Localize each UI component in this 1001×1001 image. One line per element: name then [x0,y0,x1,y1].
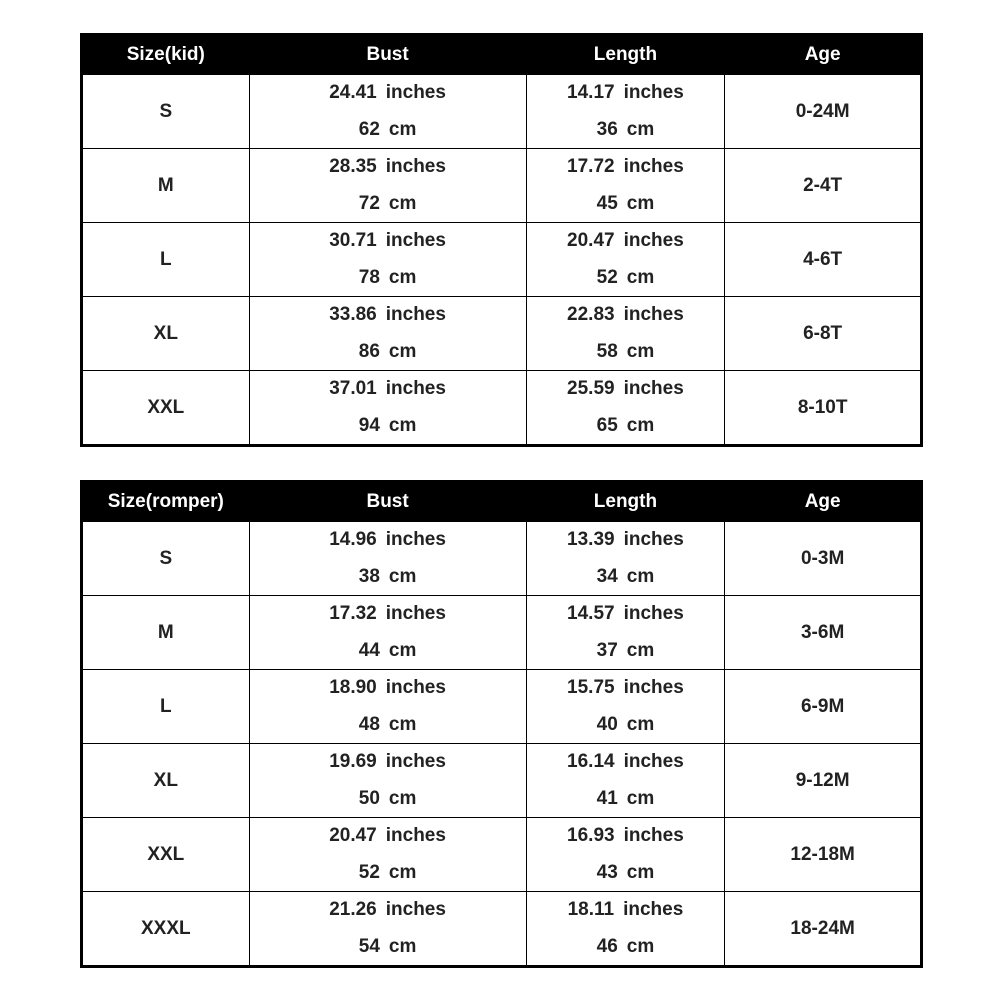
unit-cm: cm [388,639,417,661]
length-cm-value: 46 [596,935,618,957]
age-cell: 6-8T [725,297,922,371]
length-measurement [527,596,725,669]
length-cell [526,75,725,149]
header-row [82,35,922,75]
length-cm-line [527,408,725,444]
length-cell [526,744,725,818]
bust-inches-value: 24.41 [329,82,377,104]
unit-cm: cm [626,787,655,809]
bust-cm-line [250,929,526,965]
unit-inches: inches [385,378,446,400]
length-cm-value: 34 [596,565,618,587]
romper-table-body [82,522,922,967]
bust-cell [249,522,526,596]
bust-inches-value: 18.90 [329,677,377,699]
unit-cm: cm [626,935,655,957]
bust-cm-value: 78 [358,266,380,288]
bust-measurement [250,744,526,817]
table-row [82,297,922,371]
unit-inches: inches [385,82,446,104]
bust-inches-line [250,223,526,259]
bust-inches-line [250,297,526,333]
unit-inches: inches [623,825,684,847]
bust-cm-line [250,707,526,743]
bust-cell [249,596,526,670]
length-cm-value: 37 [596,639,618,661]
bust-cm-line [250,112,526,148]
table-row [82,75,922,149]
bust-inches-value: 28.35 [329,156,377,178]
length-inches-line [527,670,725,706]
bust-cm-value: 54 [358,935,380,957]
unit-inches: inches [623,603,684,625]
table-row [82,744,922,818]
length-measurement [527,522,725,595]
header-length: Length [526,35,725,75]
header-length: Length [526,482,725,522]
table-row [82,596,922,670]
unit-inches: inches [623,230,684,252]
bust-cell [249,670,526,744]
unit-cm: cm [388,713,417,735]
size-cell: XXXL [82,892,250,967]
unit-inches: inches [623,899,684,921]
bust-cm-value: 48 [358,713,380,735]
unit-inches: inches [623,378,684,400]
bust-inches-value: 30.71 [329,230,377,252]
bust-cell [249,371,526,446]
bust-inches-line [250,670,526,706]
length-measurement [527,670,725,743]
age-cell: 2-4T [725,149,922,223]
length-measurement [527,892,725,965]
unit-cm: cm [388,565,417,587]
unit-cm: cm [388,787,417,809]
unit-cm: cm [626,266,655,288]
header-row [82,482,922,522]
bust-cm-line [250,186,526,222]
unit-cm: cm [626,340,655,362]
length-inches-line [527,223,725,259]
unit-cm: cm [388,340,417,362]
age-cell: 18-24M [725,892,922,967]
length-measurement [527,223,725,296]
bust-cm-value: 50 [358,787,380,809]
bust-cell [249,149,526,223]
bust-inches-line [250,522,526,558]
length-cm-value: 36 [596,118,618,140]
unit-cm: cm [626,713,655,735]
unit-cm: cm [388,266,417,288]
length-inches-value: 18.11 [567,899,615,921]
size-cell: M [82,596,250,670]
bust-inches-value: 21.26 [329,899,377,921]
size-cell: S [82,522,250,596]
length-cm-value: 40 [596,713,618,735]
bust-measurement [250,75,526,148]
bust-inches-value: 20.47 [329,825,377,847]
length-inches-line [527,818,725,854]
bust-inches-line [250,149,526,185]
unit-inches: inches [385,304,446,326]
unit-inches: inches [623,156,684,178]
unit-inches: inches [385,751,446,773]
table-row [82,522,922,596]
length-inches-value: 16.93 [567,825,615,847]
header-size: Size(kid) [82,35,250,75]
length-cm-line [527,929,725,965]
table-row [82,670,922,744]
table-row [82,818,922,892]
bust-cell [249,75,526,149]
length-measurement [527,149,725,222]
bust-cm-value: 52 [358,861,380,883]
length-inches-value: 17.72 [567,156,615,178]
length-inches-line [527,75,725,111]
unit-cm: cm [388,414,417,436]
header-size: Size(romper) [82,482,250,522]
bust-cm-value: 62 [358,118,380,140]
bust-cell [249,297,526,371]
length-cell [526,892,725,967]
bust-cell [249,818,526,892]
length-cm-line [527,186,725,222]
bust-measurement [250,596,526,669]
unit-inches: inches [385,156,446,178]
size-cell: L [82,670,250,744]
bust-cm-value: 44 [358,639,380,661]
length-inches-line [527,892,725,928]
length-measurement [527,75,725,148]
unit-cm: cm [626,639,655,661]
unit-cm: cm [626,414,655,436]
size-cell: S [82,75,250,149]
unit-inches: inches [623,529,684,551]
age-cell: 4-6T [725,223,922,297]
bust-cm-line [250,855,526,891]
bust-cm-line [250,334,526,370]
unit-inches: inches [385,825,446,847]
bust-measurement [250,371,526,444]
size-cell: XL [82,297,250,371]
length-cm-line [527,855,725,891]
bust-cell [249,744,526,818]
bust-inches-line [250,744,526,780]
length-inches-line [527,596,725,632]
size-cell: XXL [82,818,250,892]
bust-inches-line [250,371,526,407]
bust-cm-value: 94 [358,414,380,436]
length-cell [526,522,725,596]
length-inches-line [527,744,725,780]
age-cell: 3-6M [725,596,922,670]
bust-inches-value: 14.96 [329,529,377,551]
size-cell: L [82,223,250,297]
unit-cm: cm [388,935,417,957]
header-age: Age [725,35,922,75]
unit-inches: inches [385,603,446,625]
length-cm-line [527,334,725,370]
bust-measurement [250,223,526,296]
unit-inches: inches [385,529,446,551]
length-cm-line [527,781,725,817]
unit-cm: cm [388,192,417,214]
length-inches-value: 15.75 [567,677,615,699]
bust-cm-line [250,260,526,296]
bust-cm-value: 72 [358,192,380,214]
length-cell [526,670,725,744]
bust-cell [249,223,526,297]
header-bust: Bust [249,482,526,522]
age-cell: 0-3M [725,522,922,596]
length-inches-line [527,149,725,185]
length-cm-value: 43 [596,861,618,883]
length-cm-line [527,707,725,743]
unit-cm: cm [626,118,655,140]
length-inches-line [527,297,725,333]
bust-cm-value: 86 [358,340,380,362]
bust-inches-line [250,892,526,928]
unit-inches: inches [623,751,684,773]
length-measurement [527,744,725,817]
length-inches-value: 16.14 [567,751,615,773]
romper-table-header [82,482,922,522]
size-cell: XL [82,744,250,818]
unit-inches: inches [623,304,684,326]
unit-inches: inches [623,677,684,699]
bust-measurement [250,670,526,743]
unit-cm: cm [626,861,655,883]
length-inches-value: 20.47 [567,230,615,252]
bust-measurement [250,149,526,222]
header-bust: Bust [249,35,526,75]
unit-inches: inches [623,82,684,104]
bust-measurement [250,818,526,891]
length-inches-value: 25.59 [567,378,615,400]
bust-inches-value: 33.86 [329,304,377,326]
length-measurement [527,371,725,444]
kid-table-header [82,35,922,75]
unit-cm: cm [388,861,417,883]
length-cell [526,596,725,670]
length-measurement [527,818,725,891]
age-cell: 6-9M [725,670,922,744]
length-inches-line [527,522,725,558]
bust-cm-line [250,633,526,669]
header-age: Age [725,482,922,522]
unit-inches: inches [385,677,446,699]
bust-cm-value: 38 [358,565,380,587]
table-row [82,223,922,297]
bust-inches-line [250,75,526,111]
age-cell: 0-24M [725,75,922,149]
kid-table-body [82,75,922,446]
bust-inches-line [250,596,526,632]
bust-inches-value: 19.69 [329,751,377,773]
length-cell [526,297,725,371]
table-row [82,892,922,967]
table-row [82,149,922,223]
bust-inches-line [250,818,526,854]
length-cm-value: 52 [596,266,618,288]
length-cm-line [527,559,725,595]
age-cell: 8-10T [725,371,922,446]
length-cell [526,149,725,223]
bust-measurement [250,297,526,370]
length-inches-value: 22.83 [567,304,615,326]
length-cell [526,818,725,892]
length-inches-value: 14.57 [567,603,615,625]
unit-cm: cm [626,192,655,214]
romper-size-table [80,480,923,968]
size-cell: M [82,149,250,223]
length-cm-line [527,112,725,148]
kid-size-table [80,33,923,447]
length-inches-value: 14.17 [567,82,615,104]
length-cm-line [527,633,725,669]
unit-cm: cm [626,565,655,587]
bust-cm-line [250,781,526,817]
length-cell [526,371,725,446]
bust-measurement [250,522,526,595]
length-cm-value: 58 [596,340,618,362]
length-cm-value: 65 [596,414,618,436]
length-inches-value: 13.39 [567,529,615,551]
age-cell: 9-12M [725,744,922,818]
unit-inches: inches [385,899,446,921]
length-inches-line [527,371,725,407]
bust-cm-line [250,559,526,595]
bust-measurement [250,892,526,965]
length-cell [526,223,725,297]
length-cm-value: 45 [596,192,618,214]
bust-cell [249,892,526,967]
bust-inches-value: 17.32 [329,603,377,625]
size-cell: XXL [82,371,250,446]
table-row [82,371,922,446]
length-cm-line [527,260,725,296]
bust-inches-value: 37.01 [329,378,377,400]
unit-inches: inches [385,230,446,252]
length-cm-value: 41 [596,787,618,809]
unit-cm: cm [388,118,417,140]
bust-cm-line [250,408,526,444]
age-cell: 12-18M [725,818,922,892]
length-measurement [527,297,725,370]
